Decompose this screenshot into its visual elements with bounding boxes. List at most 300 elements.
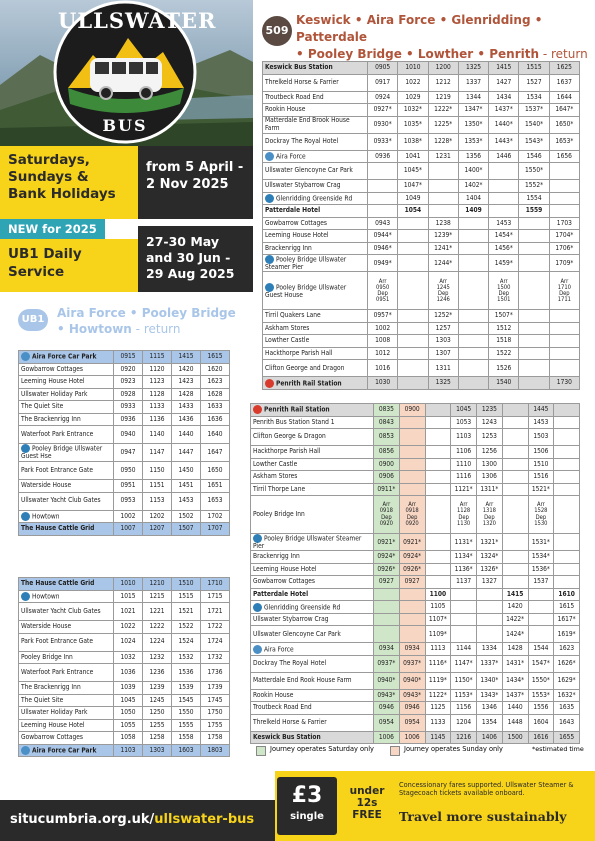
time-cell (368, 192, 398, 205)
time-cell: 1650 (201, 462, 230, 480)
time-cell: 1347* (458, 104, 488, 117)
stop-name: Park Foot (21, 637, 49, 646)
rail-icon (265, 379, 274, 388)
time-cell: 1006 (399, 731, 425, 744)
time-cell: 0924* (374, 551, 400, 564)
time-cell: 1400* (458, 163, 488, 180)
time-cell (458, 242, 488, 255)
table-row (263, 255, 580, 272)
time-cell (489, 180, 519, 193)
time-cell (489, 163, 519, 180)
time-cell: 1532 (172, 651, 201, 664)
stop-cell (263, 272, 368, 310)
time-cell: 1732 (201, 651, 230, 664)
stop-detail: Quakers Lane (278, 311, 321, 320)
time-cell: 1253 (477, 429, 503, 446)
stop-cell (19, 603, 114, 621)
time-cell: 1325 (458, 62, 488, 75)
time-cell: 1121* (451, 483, 477, 496)
time-cell: 1100 (425, 588, 451, 601)
time-cell: 1722 (201, 621, 230, 634)
time-cell: 1715 (201, 590, 230, 603)
time-cell: 1502 (172, 510, 201, 523)
footer-url-panel (0, 800, 275, 841)
stop-name: Aira Force Car Park (32, 352, 97, 361)
time-cell: 1434* (502, 672, 528, 689)
table-row (251, 626, 580, 643)
time-cell (549, 347, 579, 360)
time-cell: 1709* (549, 255, 579, 272)
time-cell: 1506 (528, 446, 554, 459)
time-cell (554, 496, 580, 534)
table-row (263, 150, 580, 163)
stop-cell (19, 590, 114, 603)
boat-icon (21, 512, 30, 521)
table-row (19, 462, 230, 480)
table-row (251, 446, 580, 459)
time-cell: 1736 (201, 664, 230, 682)
time-cell: 1010 (114, 578, 143, 591)
time-cell: 1222 (143, 621, 172, 634)
stop-detail: Horse & Farrier (292, 77, 339, 86)
time-cell (502, 483, 528, 496)
time-cell: 1243 (477, 416, 503, 429)
stop-name: Aira Force (276, 152, 306, 161)
time-cell (554, 416, 580, 429)
time-cell: 1219 (428, 91, 458, 104)
stop-detail: Thorpe Lane (266, 484, 306, 493)
time-cell: 1619* (554, 626, 580, 643)
time-cell: 0924 (368, 91, 398, 104)
stop-name: Hackthorpe (253, 447, 288, 456)
table-row (19, 401, 230, 414)
time-cell: 1451 (172, 480, 201, 493)
stop-name: Park Foot (21, 465, 49, 474)
time-cell: 1428 (172, 388, 201, 401)
time-cell: 0933* (368, 133, 398, 150)
time-cell: 0927 (399, 576, 425, 589)
time-cell: 1448 (502, 714, 528, 731)
time-cell (458, 335, 488, 348)
time-cell: 1334 (477, 643, 503, 656)
boat-icon (265, 194, 274, 203)
time-cell: 1326* (477, 563, 503, 576)
time-cell (477, 626, 503, 643)
time-cell: 1022 (398, 74, 428, 91)
time-cell: 1045 (114, 694, 143, 707)
table-row (263, 192, 580, 205)
time-cell: 0946 (399, 702, 425, 715)
time-cell: Arr 0950 Dep 0951 (368, 272, 398, 310)
stop-cell (251, 588, 374, 601)
time-cell (502, 534, 528, 551)
time-cell (398, 230, 428, 243)
table-row (251, 563, 580, 576)
time-cell: 1559 (519, 205, 549, 218)
time-cell (519, 322, 549, 335)
table-row (19, 621, 230, 634)
time-cell: 0953 (114, 492, 143, 510)
time-cell (425, 496, 451, 534)
time-cell: 1256 (477, 446, 503, 459)
boat-icon (253, 603, 262, 612)
time-cell: 1221 (143, 603, 172, 621)
time-cell: 1755 (201, 719, 230, 732)
table-row (251, 458, 580, 471)
time-cell: 1536 (172, 664, 201, 682)
time-cell: 0920 (114, 363, 143, 376)
time-cell: 1707 (201, 523, 230, 536)
time-cell: 1110 (451, 458, 477, 471)
table-row (251, 471, 580, 484)
time-cell: 1453 (489, 217, 519, 230)
estimated-note: *estimated time (532, 745, 584, 753)
time-cell: 1133 (143, 401, 172, 414)
time-cell: 0944* (368, 230, 398, 243)
time-cell (399, 613, 425, 626)
time-cell: Arr 1318 Dep 1320 (477, 496, 503, 534)
time-cell: 1006 (374, 731, 400, 744)
stop-name: Ullswater Holiday Park (21, 708, 88, 717)
route-509-southbound-table (250, 403, 580, 744)
stop-cell (263, 377, 368, 390)
stop-name: Rookin House (265, 105, 306, 114)
stop-cell (251, 626, 374, 643)
time-cell (528, 626, 554, 643)
table-row (263, 133, 580, 150)
time-cell (398, 335, 428, 348)
time-cell (398, 347, 428, 360)
stop-cell (251, 672, 374, 689)
stop-detail: Parish Hall (299, 348, 333, 357)
time-cell: 0940* (399, 672, 425, 689)
time-cell (502, 404, 528, 417)
time-cell: Arr 1710 Dep 1711 (549, 272, 579, 310)
time-cell: 0943* (399, 689, 425, 702)
time-cell (549, 360, 579, 377)
time-cell: 1232 (143, 651, 172, 664)
stop-name: Aira Force (264, 645, 294, 654)
time-cell: 1306 (477, 471, 503, 484)
stop-name: Gowbarrow Cottages (21, 364, 84, 373)
time-cell: 1153* (451, 689, 477, 702)
time-cell: 1300 (477, 458, 503, 471)
time-cell (554, 404, 580, 417)
new-badge: NEW for 2025 (0, 219, 105, 239)
table-row (263, 91, 580, 104)
time-cell: 1521* (528, 483, 554, 496)
time-cell: 1406 (477, 731, 503, 744)
time-cell: 1453 (172, 492, 201, 510)
stop-cell (251, 551, 374, 564)
table-row (263, 335, 580, 348)
time-cell (428, 205, 458, 218)
table-row (19, 510, 230, 523)
time-cell: 0923 (114, 376, 143, 389)
table-row (19, 492, 230, 510)
time-cell: 1245 (143, 694, 172, 707)
stop-name: Ullswater Yacht (21, 606, 67, 615)
stop-cell (19, 351, 114, 364)
stop-name: Ullswater (265, 166, 293, 175)
stop-cell (263, 217, 368, 230)
time-cell: 1447 (172, 444, 201, 462)
time-cell (425, 404, 451, 417)
ub1-promo-dates-panel (138, 226, 253, 292)
footer-fares-panel (275, 771, 595, 841)
stop-cell (251, 446, 374, 459)
stop-detail: Parish Hall (287, 447, 321, 456)
time-cell: 1524 (172, 633, 201, 651)
stop-cell (251, 404, 374, 417)
time-cell: 1115 (143, 351, 172, 364)
time-cell: 1346 (477, 702, 503, 715)
time-cell: 1045 (451, 404, 477, 417)
time-cell: 1553* (528, 689, 554, 702)
table-row (251, 534, 580, 551)
time-cell: 0936 (114, 413, 143, 426)
time-cell (528, 588, 554, 601)
time-cell (519, 360, 549, 377)
time-cell: 1706* (549, 242, 579, 255)
table-row (19, 351, 230, 364)
ub1-promo-dates: 27-30 May and 30 Jun - 29 Aug 2025 (146, 234, 235, 281)
stop-name: Matterdale End (265, 116, 311, 125)
time-cell (489, 192, 519, 205)
time-cell: 1450 (172, 462, 201, 480)
stop-cell (251, 458, 374, 471)
stop-detail: Entrance (64, 667, 94, 676)
time-cell: 1440 (502, 702, 528, 715)
time-cell: 1311 (428, 360, 458, 377)
time-cell: 1107* (425, 613, 451, 626)
time-cell: 1340* (477, 672, 503, 689)
stop-cell (263, 74, 368, 91)
table-row (251, 672, 580, 689)
time-cell: 0843 (374, 416, 400, 429)
stop-detail: Stybarrow Crag (280, 614, 329, 623)
time-cell: 1550* (519, 163, 549, 180)
time-cell (374, 626, 400, 643)
time-cell: 0940* (374, 672, 400, 689)
time-cell: 1650* (549, 116, 579, 133)
time-cell: 1151 (143, 480, 172, 493)
time-cell: 0936 (368, 150, 398, 163)
rail-icon (253, 405, 262, 414)
time-cell: 1123 (143, 376, 172, 389)
stop-detail: Stybarrow Crag (292, 181, 341, 190)
route-509-return-label: return (551, 47, 588, 61)
stop-cell (19, 578, 114, 591)
time-cell: 1522 (172, 621, 201, 634)
time-cell (502, 496, 528, 534)
time-cell: 1521 (172, 603, 201, 621)
time-cell: 1626* (554, 655, 580, 672)
time-cell (502, 429, 528, 446)
stop-cell (251, 496, 374, 534)
stop-detail: Greenside Rd (298, 603, 341, 612)
time-cell: 1036 (114, 664, 143, 682)
time-cell: 1038* (398, 133, 428, 150)
stop-name: Leeming House Hotel (21, 720, 85, 729)
stop-cell (19, 744, 114, 757)
time-cell: 0900 (374, 458, 400, 471)
stop-cell (19, 510, 114, 523)
time-cell: 1047* (398, 180, 428, 193)
table-row (251, 496, 580, 534)
time-cell (519, 377, 549, 390)
table-row (263, 116, 580, 133)
time-cell (477, 601, 503, 614)
time-cell (458, 322, 488, 335)
time-cell: 1131* (451, 534, 477, 551)
ub1-title-a: Aira Force • Pooley Bridge (57, 306, 236, 320)
season-days-panel (0, 146, 138, 219)
waterfall-icon (21, 746, 30, 755)
time-cell: 1537 (528, 576, 554, 589)
time-cell (425, 551, 451, 564)
stop-name: Gowbarrow Cottages (21, 733, 84, 742)
waterfall-icon (21, 352, 30, 361)
table-row (19, 480, 230, 493)
time-cell: 1039 (114, 682, 143, 695)
time-cell: 1054 (398, 205, 428, 218)
time-cell: 0915 (114, 351, 143, 364)
time-cell: 1604 (528, 714, 554, 731)
time-cell (554, 471, 580, 484)
ub1-title-b: • Howtown (57, 322, 132, 336)
stop-name: Dockray (253, 659, 278, 668)
stop-name: Pooley Bridge (276, 283, 317, 292)
stop-cell (251, 689, 374, 702)
time-cell: 0926* (374, 563, 400, 576)
time-cell (368, 163, 398, 180)
stop-cell (19, 694, 114, 707)
stop-detail: Entrance Gate (48, 465, 93, 474)
time-cell (368, 180, 398, 193)
stop-cell (251, 576, 374, 589)
stop-cell (263, 242, 368, 255)
stop-name: Rookin House (253, 690, 294, 699)
time-cell: 1518 (489, 335, 519, 348)
time-cell (425, 576, 451, 589)
time-cell (549, 180, 579, 193)
time-cell: 1321* (477, 534, 503, 551)
time-cell: 0921* (399, 534, 425, 551)
time-cell (374, 588, 400, 601)
table-row (19, 413, 230, 426)
ub1-route-title (57, 305, 242, 337)
time-cell: 1617* (554, 613, 580, 626)
footer-url[interactable]: situcumbria.org.uk/ullswater-bus (10, 812, 255, 827)
time-cell: 1540 (489, 377, 519, 390)
time-cell: 1116 (451, 471, 477, 484)
stop-name: The Brackenrigg Inn (21, 414, 81, 423)
table-row (251, 404, 580, 417)
time-cell (451, 588, 477, 601)
time-cell: 0900 (399, 404, 425, 417)
table-row (263, 310, 580, 323)
time-cell (554, 551, 580, 564)
time-cell: 1545 (172, 694, 201, 707)
time-cell: 1202 (143, 510, 172, 523)
travel-sustainably: Travel more sustainably (399, 809, 567, 824)
stop-name: Leeming House Hotel (265, 231, 329, 240)
time-cell: 1222* (428, 104, 458, 117)
time-cell: 1050 (114, 707, 143, 720)
stop-cell (263, 255, 368, 272)
time-cell (458, 347, 488, 360)
time-cell (554, 446, 580, 459)
time-cell: 1500 (502, 731, 528, 744)
time-cell: 1440* (489, 116, 519, 133)
time-cell (477, 613, 503, 626)
time-cell: 1244* (428, 255, 458, 272)
time-cell: 1150 (143, 462, 172, 480)
time-cell: 1116* (425, 655, 451, 672)
time-cell (458, 272, 488, 310)
time-cell (458, 377, 488, 390)
time-cell (502, 446, 528, 459)
time-cell: 1324* (477, 551, 503, 564)
stop-detail: Glencoyne Car Park (280, 629, 341, 638)
time-cell: 1543* (519, 133, 549, 150)
time-cell: 1103 (451, 429, 477, 446)
time-cell: 0933 (114, 401, 143, 414)
route-509-northbound-table (262, 61, 580, 390)
time-cell: 1536* (528, 563, 554, 576)
time-cell: 1337 (458, 74, 488, 91)
stop-detail: Ullswater Guest House (265, 283, 347, 299)
time-cell: 1030 (368, 377, 398, 390)
table-row (19, 590, 230, 603)
stop-cell (263, 230, 368, 243)
time-cell: Arr 1128 Dep 1130 (451, 496, 477, 534)
table-row (251, 576, 580, 589)
time-cell: 1015 (114, 590, 143, 603)
stop-name: Aira Force Car Park (32, 746, 97, 755)
boat-icon (21, 592, 30, 601)
time-cell: 1239 (143, 682, 172, 695)
stop-name: Threlkeld (265, 77, 293, 86)
stop-name: Threlkeld (253, 718, 281, 727)
time-cell (502, 458, 528, 471)
hero-image (0, 0, 253, 146)
time-cell: 1239* (428, 230, 458, 243)
price: £3 (291, 783, 323, 808)
time-cell: 1512 (489, 322, 519, 335)
time-cell (554, 458, 580, 471)
time-cell: 0957* (368, 310, 398, 323)
stop-cell (19, 363, 114, 376)
stop-name: Askham Stores (253, 472, 298, 481)
season-dates: from 5 April - 2 Nov 2025 (146, 160, 244, 192)
stop-name: The Brackenrigg Inn (21, 683, 81, 692)
time-cell: 1354 (477, 714, 503, 731)
under-12s-free: under 12s FREE (349, 785, 385, 821)
time-cell: 1739 (201, 682, 230, 695)
time-cell: 1422* (502, 613, 528, 626)
time-cell: 1041 (398, 150, 428, 163)
table-row (251, 731, 580, 744)
stop-cell (251, 563, 374, 576)
time-cell (549, 205, 579, 218)
time-cell (554, 563, 580, 576)
time-cell: 1032* (398, 104, 428, 117)
table-row (251, 588, 580, 601)
stop-detail: Club Gates (66, 496, 101, 505)
time-cell: 0940 (114, 426, 143, 444)
